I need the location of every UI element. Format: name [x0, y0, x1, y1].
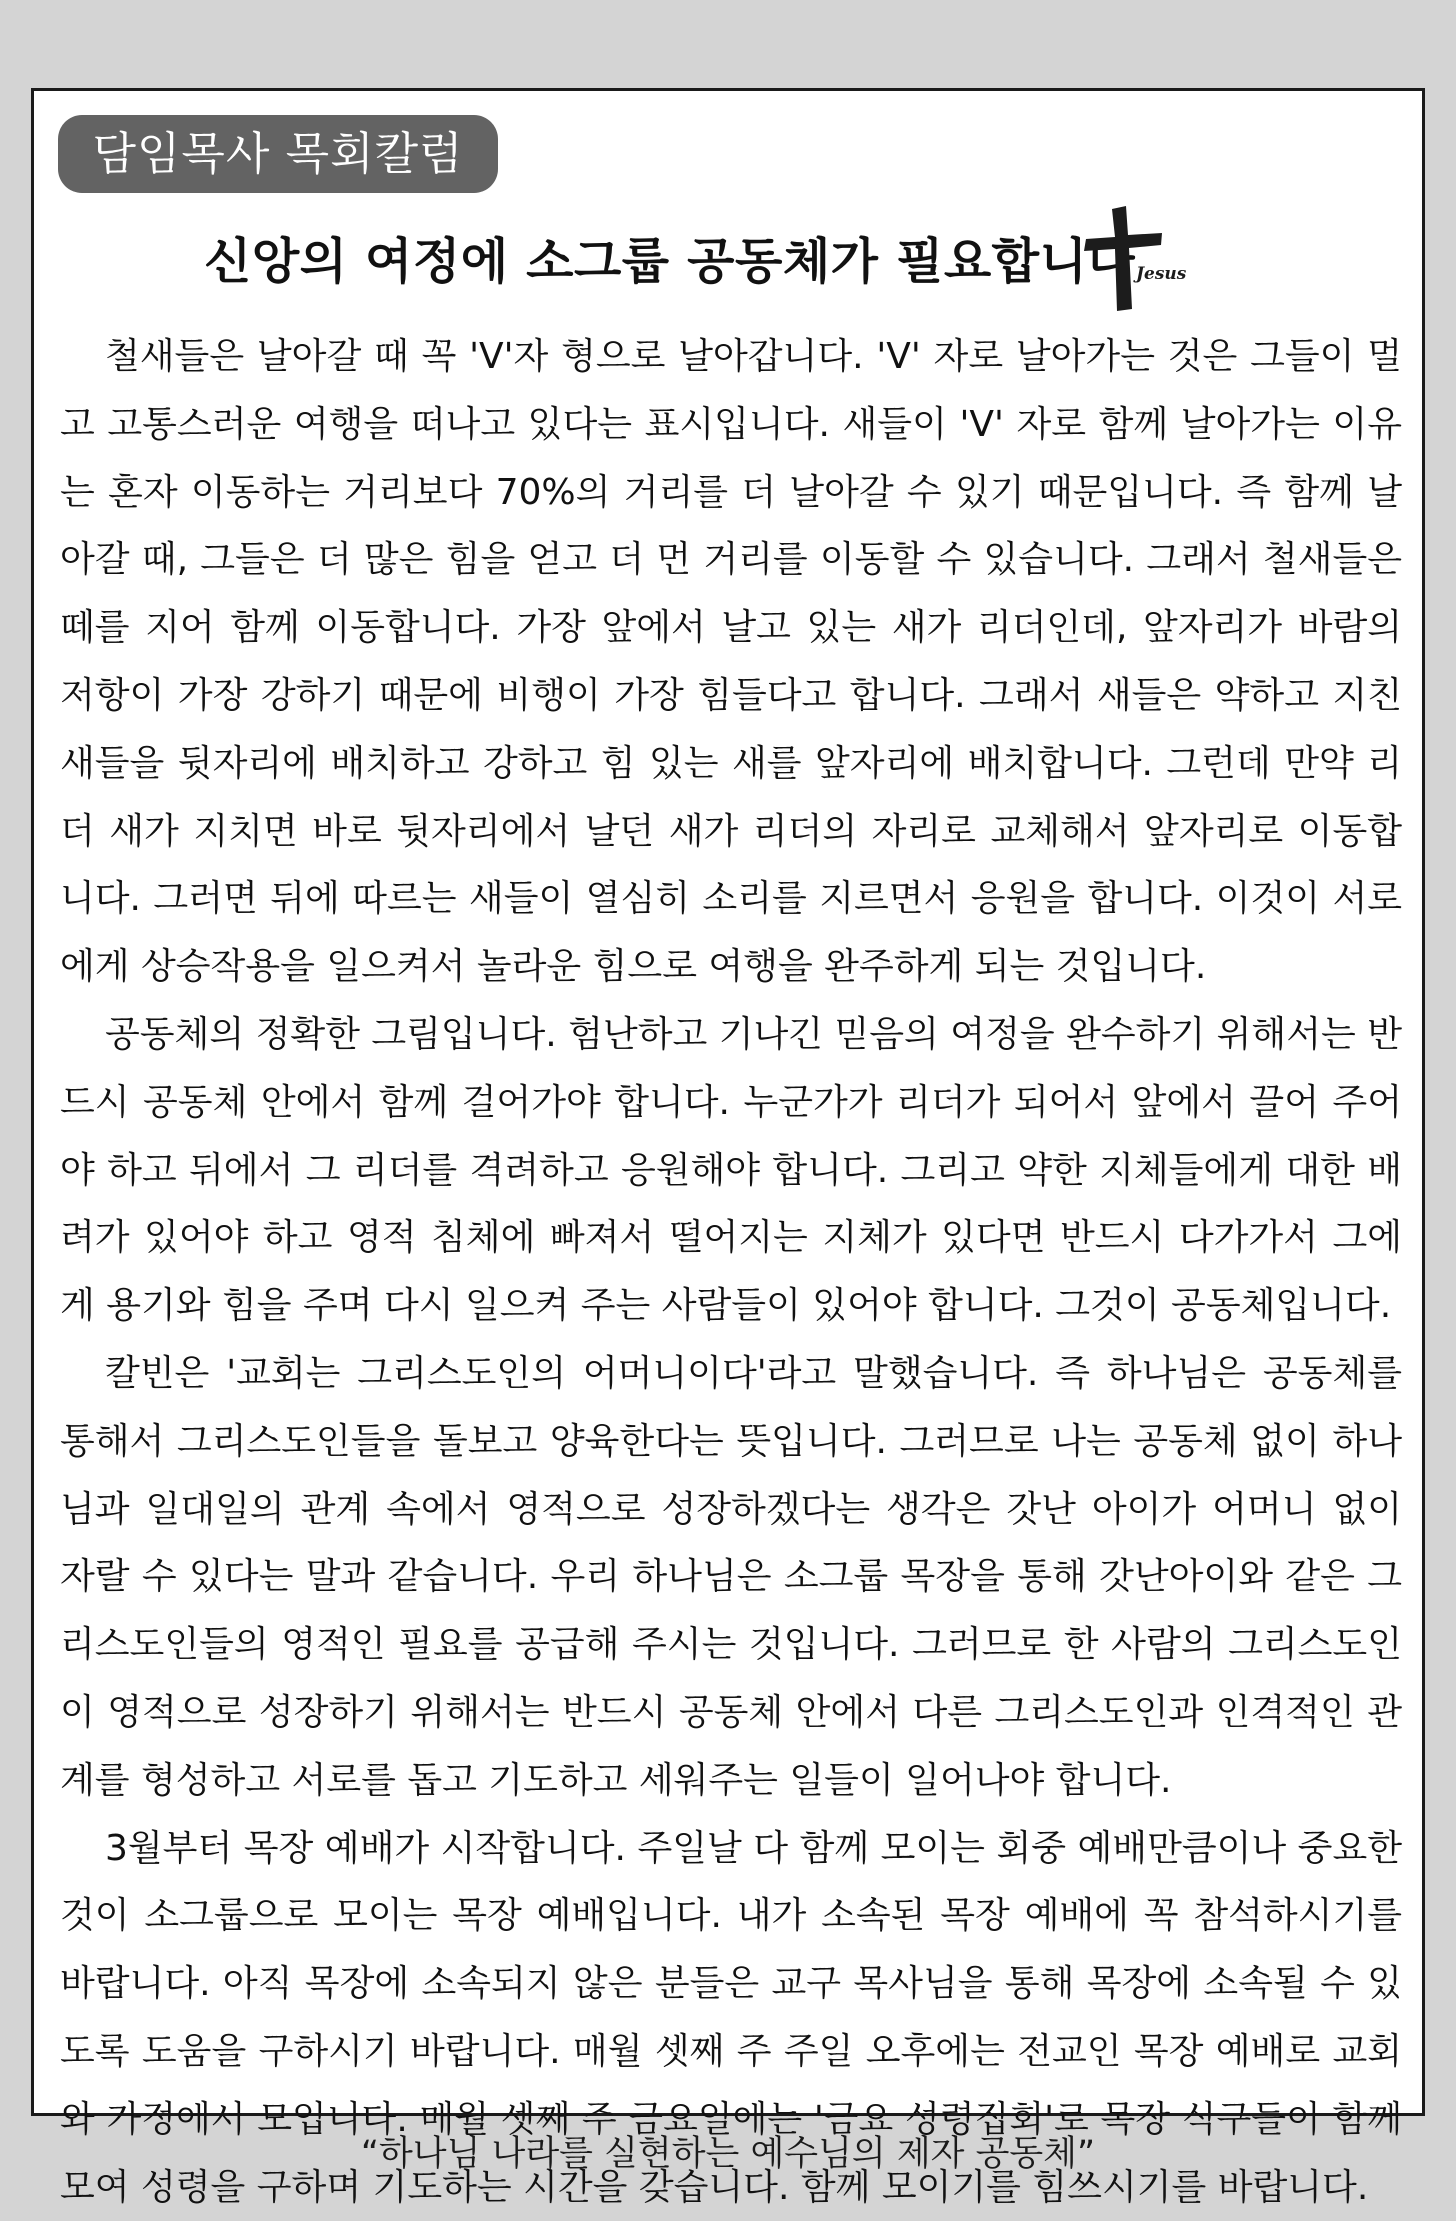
title-row — [34, 203, 1422, 323]
jesus-logo-text: Jesus — [1136, 264, 1187, 284]
article-paragraph: 공동체의 정확한 그림입니다. 험난하고 기나긴 믿음의 여정을 완수하기 위해서는 반드시 공동체 안에서 함께 걸어가야 합니다. 누군가가 리더가 되어서 앞에서 끌어 주어야 하고 뒤에서 그 리더를 격려하고 응원해야 합니다. 그리고 약한 지체들에게 대한 배려가 있어야 하고 영적 침체에 빠져서 떨어지는 지체가 있다면 반드시 다가가서 그에게 용기와 힘을 주며 다시 일으켜 주는 사람들이 있어야 합니다. 그것이 공동체입니다. — [60, 1013, 1402, 1327]
church-motto: “하나님 나라를 실현하는 예수님의 제자 공동체” — [360, 2134, 1096, 2174]
article-body — [60, 323, 1402, 2221]
article-paragraph: 철새들은 날아갈 때 꼭 'V'자 형으로 날아갑니다. 'V' 자로 날아가는 것은 그들이 멀고 고통스러운 여행을 떠나고 있다는 표시입니다. 새들이 'V' 자로 함께 날아가는 이유는 혼자 이동하는 거리보다 70%의 거리를 더 날아갈 수 있기 때문입니다. 즉 함께 날아갈 때, 그들은 더 많은 힘을 얻고 더 먼 거리를 이동할 수 있습니다. 그래서 철새들은 떼를 지어 함께 이동합니다. 가장 앞에서 날고 있는 새가 리더인데, 앞자리가 바람의 저항이 가장 강하기 때문에 비행이 가장 힘들다고 합니다. 그래서 새들은 약하고 지친 새들을 뒷자리에 배치하고 강하고 힘 있는 새를 앞자리에 배치합니다. 그런데 만약 리더 새가 지치면 바로 뒷자리에서 날던 새가 리더의 자리로 교체해서 앞자리로 이동합니다. 그러면 뒤에 따르는 새들이 열심히 소리를 지르면서 응원을 합니다. 이것이 서로에게 상승작용을 일으켜서 놀라운 힘으로 여행을 완주하게 되는 것입니다. — [60, 336, 1402, 988]
column-badge: 담임목사 목회칼럼 — [58, 115, 498, 193]
cross-icon — [1082, 203, 1222, 313]
article-paragraph: 칼빈은 '교회는 그리스도인의 어머니이다'라고 말했습니다. 즉 하나님은 공동체를 통해서 그리스도인들을 돌보고 양육한다는 뜻입니다. 그러므로 나는 공동체 없이 하나님과 일대일의 관계 속에서 영적으로 성장하겠다는 생각은 갓난 아이가 어머니 없이 자랄 수 있다는 말과 같습니다. 우리 하나님은 소그룹 목장을 통해 갓난아이와 같은 그리스도인들의 영적인 필요를 공급해 주시는 것입니다. 그러므로 한 사람의 그리스도인이 영적으로 성장하기 위해서는 반드시 공동체 안에서 다른 그리스도인과 인격적인 관계를 형성하고 서로를 돕고 기도하고 세워주는 일들이 일어나야 합니다. — [60, 1352, 1402, 1801]
article-title: 신앙의 여정에 소그룹 공동체가 필요합니다 — [204, 233, 1136, 290]
article-paragraph: 3월부터 목장 예배가 시작합니다. 주일날 다 함께 모이는 회중 예배만큼이나 중요한 것이 소그룹으로 모이는 목장 예배입니다. 내가 소속된 목장 예배에 꼭 참석하시기를 바랍니다. 아직 목장에 소속되지 않은 분들은 교구 목사님을 통해 목장에 소속될 수 있도록 도움을 구하시기 바랍니다. 매월 셋째 주 주일 오후에는 전교인 목장 예배로 교회와 가정에서 모입니다. 매월 셋째 주 금요일에는 '금요 성령집회'로 목장 식구들이 함께 모여 성령을 구하며 기도하는 시간을 갖습니다. 함께 모이기를 힘쓰시기를 바랍니다. — [60, 1827, 1402, 2208]
